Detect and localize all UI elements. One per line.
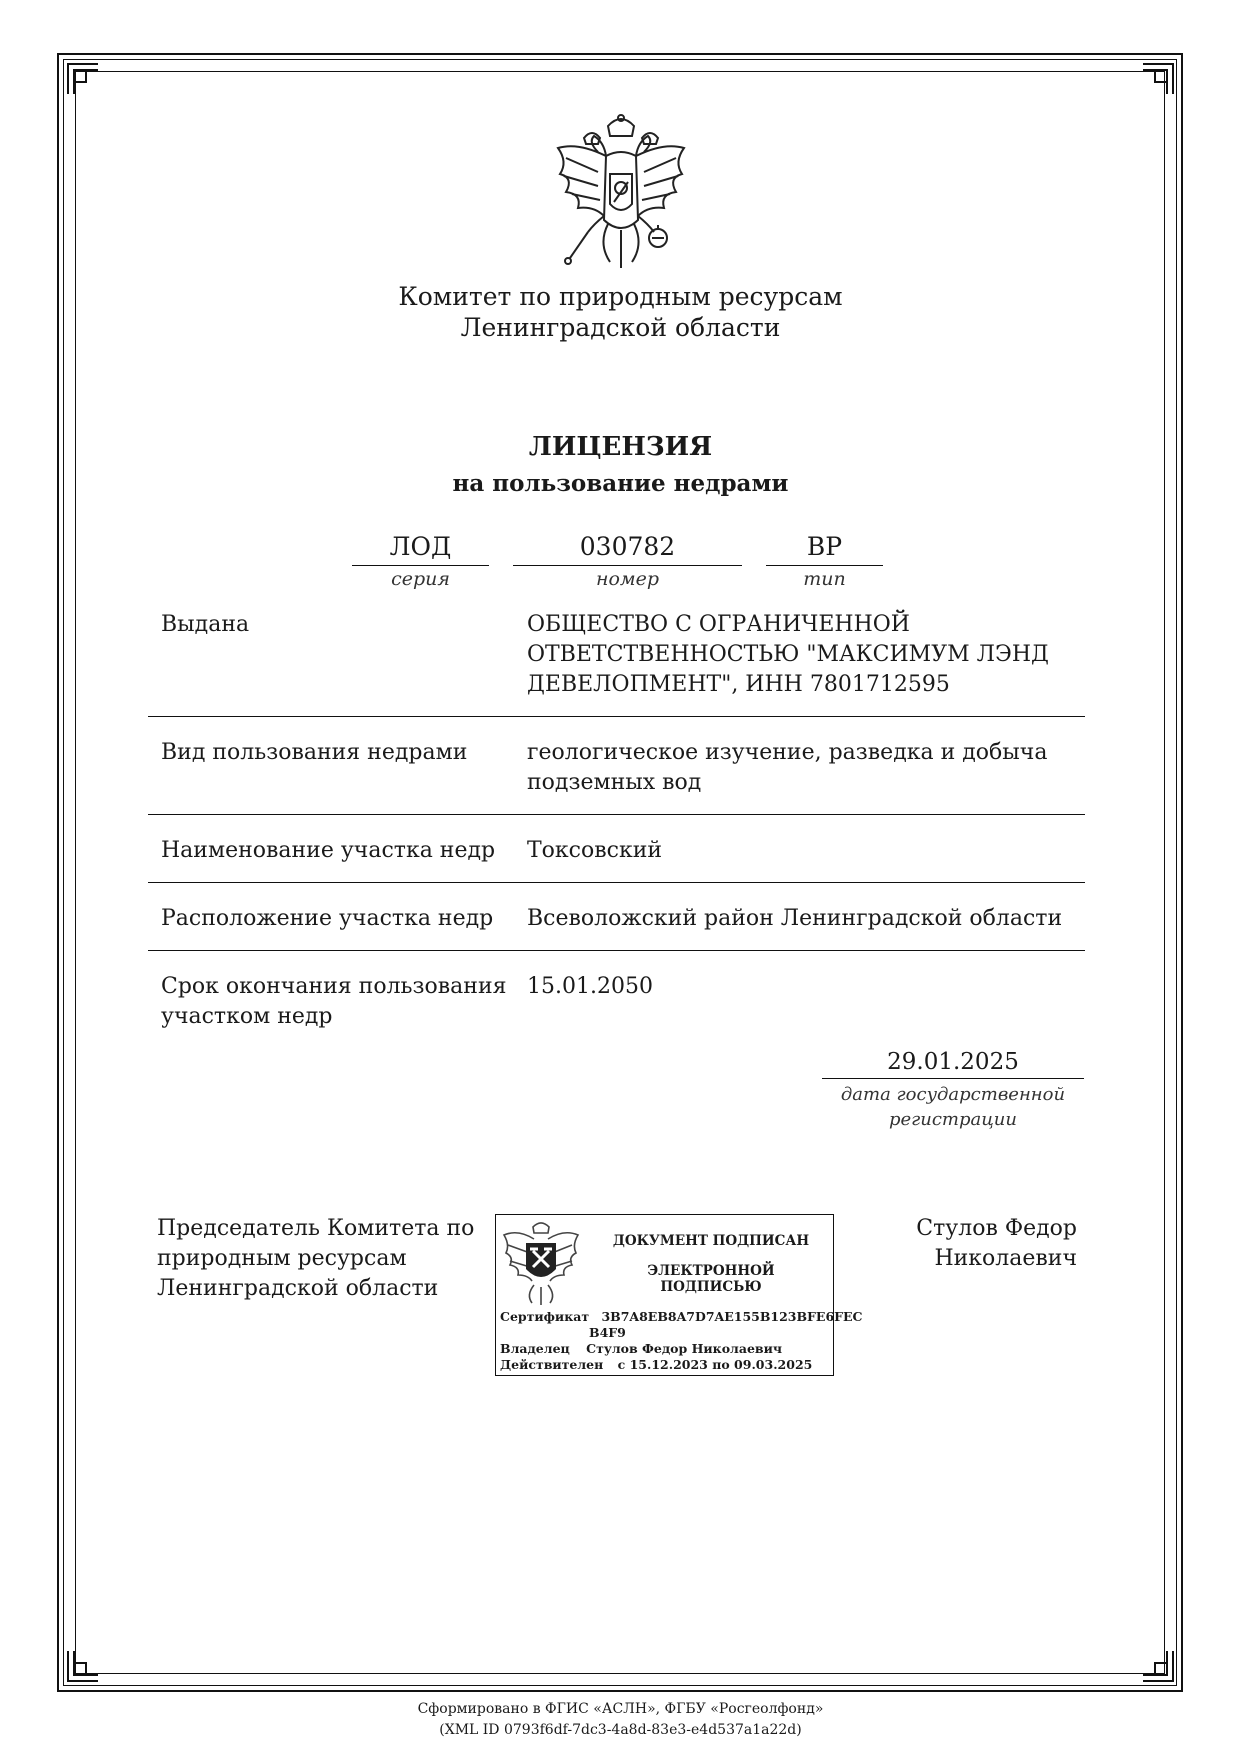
stamp-heading-line-1: ДОКУМЕНТ ПОДПИСАН — [612, 1233, 810, 1249]
site-name-label: Наименование участка недр — [161, 838, 496, 863]
license-number-underline — [513, 565, 742, 566]
document-subtitle: на пользование недрами — [452, 470, 789, 497]
expiry-label-line-2: участком недр — [161, 1004, 333, 1029]
license-series-caption: серия — [391, 568, 450, 590]
registration-date-underline — [822, 1078, 1084, 1079]
site-location-label: Расположение участка недр — [161, 906, 494, 931]
subsoil-use-type-value — [527, 738, 1047, 798]
frame-corner-ornament-bottom-right — [1141, 1649, 1175, 1683]
row-divider — [148, 716, 1085, 717]
license-series-value: ЛОД — [389, 532, 452, 561]
signatory-name-line-2: Николаевич — [934, 1246, 1077, 1271]
row-divider — [148, 814, 1085, 815]
signatory-position — [157, 1214, 474, 1304]
issued-to-value-line-1: ОБЩЕСТВО С ОГРАНИЧЕННОЙ — [527, 612, 910, 637]
issued-to-value-line-2: ОТВЕТСТВЕННОСТЬЮ "МАКСИМУМ ЛЭНД — [527, 642, 1049, 667]
subsoil-use-type-label: Вид пользования недрами — [161, 740, 468, 765]
frame-corner-ornament-top-right — [1141, 62, 1175, 96]
owner-value: Стулов Федор Николаевич — [586, 1341, 782, 1356]
signatory-position-line-2: природным ресурсам — [157, 1246, 407, 1271]
signatory-name-line-1: Стулов Федор — [916, 1216, 1077, 1241]
validity-value: с 15.12.2023 по 09.03.2025 — [617, 1357, 813, 1372]
footer-source: Сформировано в ФГИС «АСЛН», ФГБУ «Росгеолфонд» — [417, 1701, 824, 1717]
certificate-value-continued: B4F9 — [589, 1325, 626, 1340]
registration-caption-line-1: дата государственной — [840, 1084, 1066, 1105]
signatory-position-line-3: Ленинградской области — [157, 1276, 439, 1301]
owner-label: Владелец — [500, 1341, 570, 1356]
license-number-caption: номер — [595, 568, 660, 590]
issued-to-value — [527, 610, 1049, 700]
row-divider — [148, 882, 1085, 883]
frame-corner-ornament-top-left — [66, 62, 100, 96]
document-frame-innermost-border — [75, 71, 1165, 1674]
subsoil-use-type-value-line-2: подземных вод — [527, 770, 702, 795]
license-type-value: ВР — [806, 532, 843, 561]
registration-caption-line-2: регистрации — [888, 1109, 1017, 1130]
document-title: ЛИЦЕНЗИЯ — [528, 432, 713, 462]
expiry-label — [161, 972, 506, 1032]
subsoil-use-type-value-line-1: геологическое изучение, разведка и добыча — [527, 740, 1048, 765]
issuer-name-line-2: Ленинградской области — [460, 313, 781, 342]
footer-xml-id: (XML ID 0793f6df-7dc3-4a8d-83e3-e4d537a1a22d) — [439, 1722, 802, 1738]
electronic-signature-stamp — [495, 1214, 863, 1376]
certificate-label: Сертификат — [500, 1309, 590, 1324]
registration-date-caption — [822, 1082, 1084, 1132]
license-number-value: 030782 — [579, 532, 676, 561]
coat-of-arms-icon — [548, 112, 694, 272]
signatory-position-line-1: Председатель Комитета по — [157, 1216, 475, 1241]
issued-to-value-line-3: ДЕВЕЛОПМЕНТ", ИНН 7801712595 — [527, 672, 950, 697]
expiry-date-value: 15.01.2050 — [527, 974, 653, 999]
license-type-caption: тип — [803, 568, 846, 590]
site-name-value: Токсовский — [527, 838, 663, 863]
site-location-value: Всеволожский район Ленинградской области — [527, 906, 1063, 931]
expiry-label-line-1: Срок окончания пользования — [161, 974, 507, 999]
signatory-name — [916, 1214, 1077, 1274]
registration-date: 29.01.2025 — [887, 1049, 1019, 1075]
rosgeolfond-emblem-icon — [500, 1219, 582, 1307]
issuer-name-line-1: Комитет по природным ресурсам — [398, 282, 843, 311]
certificate-value: 3B7A8EB8A7D7AE155B123BFE6FEC — [601, 1309, 863, 1324]
license-type-underline — [766, 565, 883, 566]
frame-corner-ornament-bottom-left — [66, 1649, 100, 1683]
license-series-underline — [352, 565, 489, 566]
issued-to-label: Выдана — [161, 612, 250, 637]
row-divider — [148, 950, 1085, 951]
validity-label: Действителен — [500, 1357, 604, 1372]
stamp-heading-line-2: ЭЛЕКТРОННОЙ ПОДПИСЬЮ — [647, 1263, 775, 1295]
